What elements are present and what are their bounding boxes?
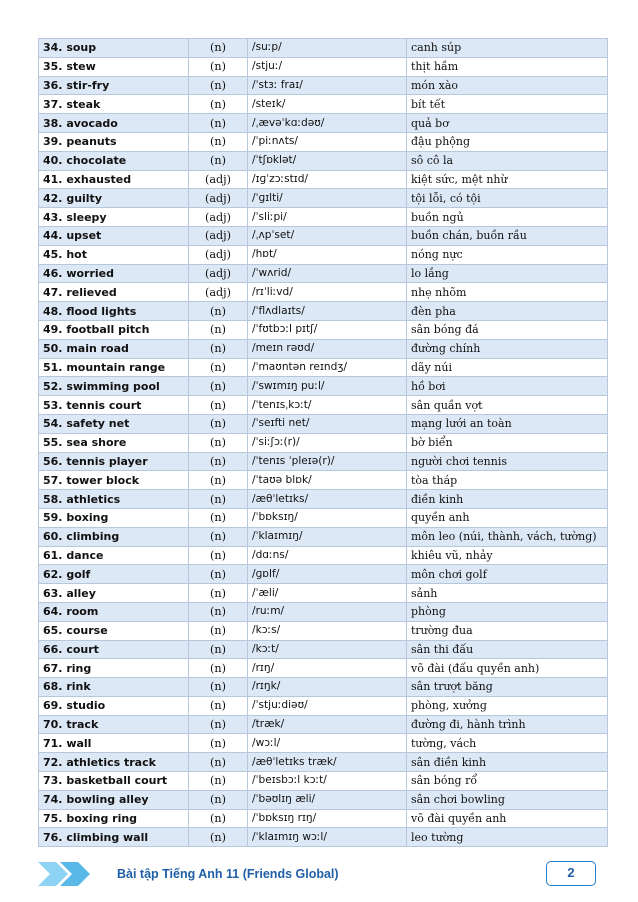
vocab-word: 34. soup <box>39 39 189 58</box>
vocab-word: 49. football pitch <box>39 320 189 339</box>
table-row <box>39 245 608 264</box>
table-row <box>39 170 608 189</box>
table-row <box>39 414 608 433</box>
vocabulary-table <box>38 38 608 847</box>
book-title: Bài tập Tiếng Anh 11 (Friends Global) <box>117 867 339 881</box>
table-row <box>39 226 608 245</box>
vietnamese-meaning: buồn ngủ <box>407 208 608 227</box>
vietnamese-meaning: bờ biển <box>407 433 608 452</box>
table-row <box>39 471 608 490</box>
vocab-word: 73. basketball court <box>39 772 189 791</box>
part-of-speech: (n) <box>189 95 248 114</box>
vietnamese-meaning: sân bóng rổ <box>407 772 608 791</box>
vocab-word: 35. stew <box>39 57 189 76</box>
pronunciation: /ˈsliːpi/ <box>248 208 407 227</box>
vietnamese-meaning: võ đài quyền anh <box>407 809 608 828</box>
vocab-word: 67. ring <box>39 659 189 678</box>
table-row <box>39 396 608 415</box>
table-row <box>39 264 608 283</box>
vietnamese-meaning: phòng <box>407 602 608 621</box>
vocab-word: 65. course <box>39 621 189 640</box>
table-row <box>39 790 608 809</box>
part-of-speech: (adj) <box>189 208 248 227</box>
vocab-word: 71. wall <box>39 734 189 753</box>
pronunciation: /rɪŋ/ <box>248 659 407 678</box>
vietnamese-meaning: nóng nực <box>407 245 608 264</box>
pronunciation: /kɔːt/ <box>248 640 407 659</box>
pronunciation: /ˈbɒksɪŋ rɪŋ/ <box>248 809 407 828</box>
part-of-speech: (n) <box>189 490 248 509</box>
part-of-speech: (n) <box>189 640 248 659</box>
table-row <box>39 320 608 339</box>
vocab-word: 57. tower block <box>39 471 189 490</box>
part-of-speech: (n) <box>189 527 248 546</box>
table-row <box>39 151 608 170</box>
table-row <box>39 283 608 302</box>
vocab-word: 66. court <box>39 640 189 659</box>
table-row <box>39 57 608 76</box>
double-chevron-right-icon <box>38 862 102 886</box>
pronunciation: /ˈmaʊntən reɪndʒ/ <box>248 358 407 377</box>
pronunciation: /wɔːl/ <box>248 734 407 753</box>
table-row <box>39 772 608 791</box>
part-of-speech: (n) <box>189 358 248 377</box>
pronunciation: /hɒt/ <box>248 245 407 264</box>
pronunciation: /ˈsiːʃɔː(r)/ <box>248 433 407 452</box>
vocab-word: 48. flood lights <box>39 302 189 321</box>
vietnamese-meaning: đường đi, hành trình <box>407 715 608 734</box>
part-of-speech: (n) <box>189 76 248 95</box>
vietnamese-meaning: thịt hầm <box>407 57 608 76</box>
pronunciation: /ˈbeɪsbɔːl kɔːt/ <box>248 772 407 791</box>
part-of-speech: (n) <box>189 753 248 772</box>
part-of-speech: (n) <box>189 396 248 415</box>
vietnamese-meaning: trường đua <box>407 621 608 640</box>
vocab-word: 43. sleepy <box>39 208 189 227</box>
part-of-speech: (n) <box>189 39 248 58</box>
vietnamese-meaning: môn leo (núi, thành, vách, tường) <box>407 527 608 546</box>
vocab-word: 72. athletics track <box>39 753 189 772</box>
part-of-speech: (adj) <box>189 226 248 245</box>
vocab-word: 76. climbing wall <box>39 828 189 847</box>
page-footer <box>0 858 638 892</box>
vietnamese-meaning: tội lỗi, có tội <box>407 189 608 208</box>
table-row <box>39 302 608 321</box>
vietnamese-meaning: leo tường <box>407 828 608 847</box>
vocab-word: 53. tennis court <box>39 396 189 415</box>
vocab-word: 40. chocolate <box>39 151 189 170</box>
vietnamese-meaning: sô cô la <box>407 151 608 170</box>
vocab-word: 58. athletics <box>39 490 189 509</box>
vietnamese-meaning: sân quần vợt <box>407 396 608 415</box>
table-row <box>39 95 608 114</box>
part-of-speech: (n) <box>189 602 248 621</box>
part-of-speech: (n) <box>189 565 248 584</box>
table-row <box>39 659 608 678</box>
part-of-speech: (n) <box>189 132 248 151</box>
vietnamese-meaning: sân điền kinh <box>407 753 608 772</box>
table-row <box>39 208 608 227</box>
pronunciation: /ˌævəˈkɑːdəʊ/ <box>248 114 407 133</box>
vocab-word: 60. climbing <box>39 527 189 546</box>
vocab-word: 41. exhausted <box>39 170 189 189</box>
table-row <box>39 584 608 603</box>
part-of-speech: (n) <box>189 828 248 847</box>
table-row <box>39 452 608 471</box>
vocab-word: 38. avocado <box>39 114 189 133</box>
vietnamese-meaning: dãy núi <box>407 358 608 377</box>
table-row <box>39 132 608 151</box>
pronunciation: /kɔːs/ <box>248 621 407 640</box>
pronunciation: /ˈfʊtbɔːl pɪtʃ/ <box>248 320 407 339</box>
table-row <box>39 490 608 509</box>
part-of-speech: (n) <box>189 339 248 358</box>
table-row <box>39 809 608 828</box>
table-row <box>39 114 608 133</box>
vietnamese-meaning: buồn chán, buồn rầu <box>407 226 608 245</box>
vocab-word: 42. guilty <box>39 189 189 208</box>
table-row <box>39 753 608 772</box>
vietnamese-meaning: sảnh <box>407 584 608 603</box>
vocab-word: 56. tennis player <box>39 452 189 471</box>
vietnamese-meaning: sân thi đấu <box>407 640 608 659</box>
table-row <box>39 433 608 452</box>
part-of-speech: (n) <box>189 659 248 678</box>
part-of-speech: (n) <box>189 809 248 828</box>
pronunciation: /ˈbəʊlɪŋ æli/ <box>248 790 407 809</box>
table-row <box>39 621 608 640</box>
pronunciation: /ˈklaɪmɪŋ wɔːl/ <box>248 828 407 847</box>
pronunciation: /ɡɒlf/ <box>248 565 407 584</box>
table-row <box>39 76 608 95</box>
part-of-speech: (n) <box>189 57 248 76</box>
pronunciation: /ˈpiːnʌts/ <box>248 132 407 151</box>
vocab-word: 37. steak <box>39 95 189 114</box>
vietnamese-meaning: đèn pha <box>407 302 608 321</box>
vocab-word: 39. peanuts <box>39 132 189 151</box>
part-of-speech: (adj) <box>189 245 248 264</box>
vocab-word: 45. hot <box>39 245 189 264</box>
vietnamese-meaning: điền kinh <box>407 490 608 509</box>
pronunciation: /steɪk/ <box>248 95 407 114</box>
vietnamese-meaning: đậu phộng <box>407 132 608 151</box>
pronunciation: /ˈswɪmɪŋ puːl/ <box>248 377 407 396</box>
part-of-speech: (n) <box>189 734 248 753</box>
part-of-speech: (n) <box>189 471 248 490</box>
vietnamese-meaning: võ đài (đấu quyền anh) <box>407 659 608 678</box>
pronunciation: /ˈæli/ <box>248 584 407 603</box>
pronunciation: /ˈstjuːdiəʊ/ <box>248 696 407 715</box>
vocab-word: 68. rink <box>39 678 189 697</box>
part-of-speech: (n) <box>189 715 248 734</box>
pronunciation: /stjuː/ <box>248 57 407 76</box>
vietnamese-meaning: bít tết <box>407 95 608 114</box>
vietnamese-meaning: môn chơi golf <box>407 565 608 584</box>
pronunciation: /ˌʌpˈset/ <box>248 226 407 245</box>
table-row <box>39 734 608 753</box>
part-of-speech: (n) <box>189 151 248 170</box>
table-row <box>39 339 608 358</box>
page-number: 2 <box>546 861 596 886</box>
table-row <box>39 39 608 58</box>
vietnamese-meaning: mạng lưới an toàn <box>407 414 608 433</box>
vocab-word: 54. safety net <box>39 414 189 433</box>
pronunciation: /rɪˈliːvd/ <box>248 283 407 302</box>
table-row <box>39 828 608 847</box>
vietnamese-meaning: sân bóng đá <box>407 320 608 339</box>
pronunciation: /træk/ <box>248 715 407 734</box>
vietnamese-meaning: canh súp <box>407 39 608 58</box>
table-row <box>39 358 608 377</box>
vocab-word: 50. main road <box>39 339 189 358</box>
table-row <box>39 527 608 546</box>
part-of-speech: (n) <box>189 696 248 715</box>
pronunciation: /æθˈletɪks/ <box>248 490 407 509</box>
vietnamese-meaning: kiệt sức, mệt nhừ <box>407 170 608 189</box>
vocab-word: 59. boxing <box>39 508 189 527</box>
pronunciation: /ˈɡɪlti/ <box>248 189 407 208</box>
pronunciation: /ˈstɜː fraɪ/ <box>248 76 407 95</box>
vietnamese-meaning: nhẹ nhõm <box>407 283 608 302</box>
vocabulary-table-body <box>39 39 608 847</box>
part-of-speech: (n) <box>189 584 248 603</box>
part-of-speech: (n) <box>189 621 248 640</box>
part-of-speech: (n) <box>189 433 248 452</box>
pronunciation: /meɪn rəʊd/ <box>248 339 407 358</box>
part-of-speech: (n) <box>189 790 248 809</box>
vocab-word: 52. swimming pool <box>39 377 189 396</box>
pronunciation: /ruːm/ <box>248 602 407 621</box>
vocab-word: 70. track <box>39 715 189 734</box>
pronunciation: /dɑːns/ <box>248 546 407 565</box>
vietnamese-meaning: tường, vách <box>407 734 608 753</box>
part-of-speech: (adj) <box>189 264 248 283</box>
vietnamese-meaning: tòa tháp <box>407 471 608 490</box>
table-row <box>39 715 608 734</box>
vocab-word: 75. boxing ring <box>39 809 189 828</box>
pronunciation: /æθˈletɪks træk/ <box>248 753 407 772</box>
part-of-speech: (n) <box>189 546 248 565</box>
vietnamese-meaning: hồ bơi <box>407 377 608 396</box>
vocab-word: 47. relieved <box>39 283 189 302</box>
vietnamese-meaning: người chơi tennis <box>407 452 608 471</box>
part-of-speech: (adj) <box>189 170 248 189</box>
table-row <box>39 602 608 621</box>
part-of-speech: (adj) <box>189 189 248 208</box>
vocab-word: 62. golf <box>39 565 189 584</box>
part-of-speech: (adj) <box>189 283 248 302</box>
part-of-speech: (n) <box>189 302 248 321</box>
vocab-word: 36. stir-fry <box>39 76 189 95</box>
pronunciation: /ˈbɒksɪŋ/ <box>248 508 407 527</box>
part-of-speech: (n) <box>189 414 248 433</box>
pronunciation: /suːp/ <box>248 39 407 58</box>
pronunciation: /ɪɡˈzɔːstɪd/ <box>248 170 407 189</box>
vocab-word: 46. worried <box>39 264 189 283</box>
vocab-word: 74. bowling alley <box>39 790 189 809</box>
vietnamese-meaning: sân chơi bowling <box>407 790 608 809</box>
pronunciation: /ˈtaʊə blɒk/ <box>248 471 407 490</box>
vietnamese-meaning: món xào <box>407 76 608 95</box>
vocab-word: 61. dance <box>39 546 189 565</box>
pronunciation: /ˈklaɪmɪŋ/ <box>248 527 407 546</box>
part-of-speech: (n) <box>189 452 248 471</box>
vietnamese-meaning: quả bơ <box>407 114 608 133</box>
part-of-speech: (n) <box>189 377 248 396</box>
pronunciation: /ˈflʌdlaɪts/ <box>248 302 407 321</box>
vocab-word: 69. studio <box>39 696 189 715</box>
vietnamese-meaning: quyền anh <box>407 508 608 527</box>
vietnamese-meaning: lo lắng <box>407 264 608 283</box>
table-row <box>39 189 608 208</box>
pronunciation: /ˈtenɪs ˈpleɪə(r)/ <box>248 452 407 471</box>
table-row <box>39 546 608 565</box>
table-row <box>39 377 608 396</box>
part-of-speech: (n) <box>189 678 248 697</box>
pronunciation: /ˈtenɪsˌkɔːt/ <box>248 396 407 415</box>
part-of-speech: (n) <box>189 772 248 791</box>
table-row <box>39 678 608 697</box>
vocab-word: 55. sea shore <box>39 433 189 452</box>
pronunciation: /rɪŋk/ <box>248 678 407 697</box>
part-of-speech: (n) <box>189 114 248 133</box>
vietnamese-meaning: khiêu vũ, nhảy <box>407 546 608 565</box>
pronunciation: /ˈseɪfti net/ <box>248 414 407 433</box>
vocab-word: 51. mountain range <box>39 358 189 377</box>
table-row <box>39 696 608 715</box>
vietnamese-meaning: đường chính <box>407 339 608 358</box>
table-row <box>39 640 608 659</box>
table-row <box>39 508 608 527</box>
vocab-word: 63. alley <box>39 584 189 603</box>
pronunciation: /ˈwʌrid/ <box>248 264 407 283</box>
table-row <box>39 565 608 584</box>
part-of-speech: (n) <box>189 320 248 339</box>
vietnamese-meaning: phòng, xưởng <box>407 696 608 715</box>
vietnamese-meaning: sân trượt băng <box>407 678 608 697</box>
vocab-word: 44. upset <box>39 226 189 245</box>
part-of-speech: (n) <box>189 508 248 527</box>
vocab-word: 64. room <box>39 602 189 621</box>
pronunciation: /ˈtʃɒklət/ <box>248 151 407 170</box>
